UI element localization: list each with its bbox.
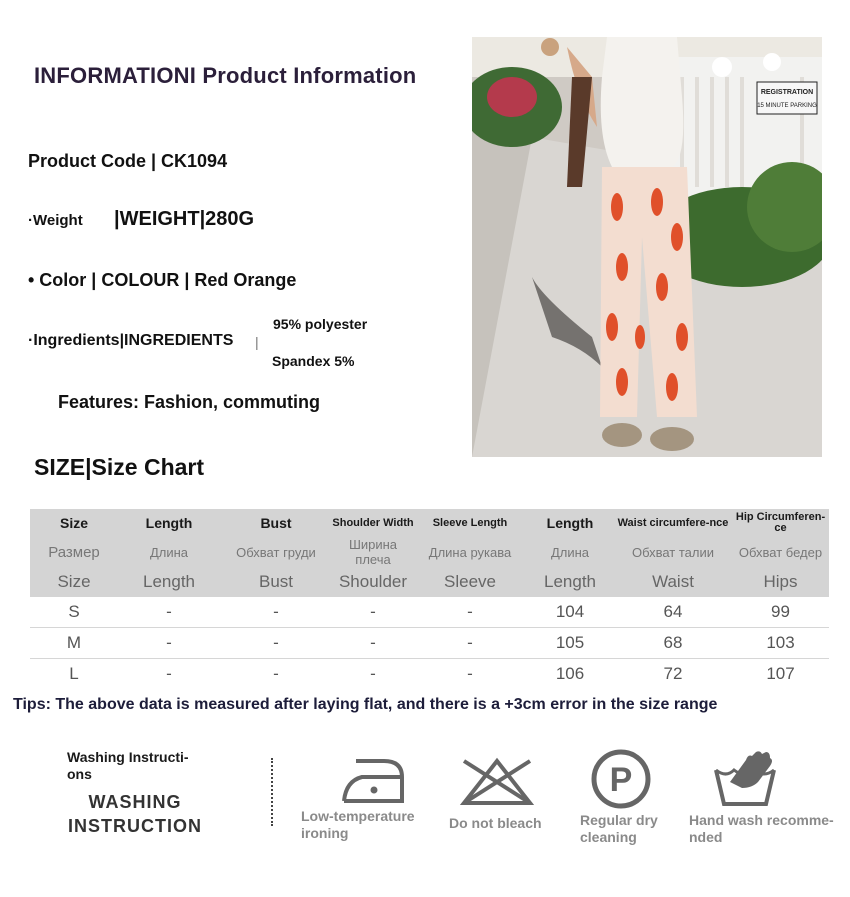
table-cell: - <box>273 664 279 683</box>
header-cell: Waist <box>614 567 732 597</box>
table-cell: - <box>467 664 473 683</box>
table-cell: 99 <box>732 597 829 628</box>
weight-label: ·Weight <box>28 212 83 229</box>
ingredient-polyester: 95% polyester <box>273 316 368 332</box>
table-cell: 106 <box>555 664 585 683</box>
dry-clean-caption: Regular dry cleaning <box>580 812 658 845</box>
header-cell: Length <box>118 567 220 597</box>
color-info: • Color | COLOUR | Red Orange <box>28 270 297 290</box>
washing-heading-line2: INSTRUCTION <box>68 816 202 836</box>
header-row-en <box>30 509 829 537</box>
ingredients-separator: | <box>255 334 259 350</box>
header-cell: Bust <box>220 509 332 537</box>
page-title: INFORMATIONI Product Information <box>34 63 417 88</box>
svg-text:P: P <box>609 761 633 799</box>
header-cell: Длина рукава <box>414 537 526 567</box>
header-cell: Размер <box>30 537 118 567</box>
table-cell: 105 <box>526 628 614 659</box>
washing-heading <box>55 790 215 838</box>
washing-heading-line1: WASHING <box>88 792 182 812</box>
ingredients-label: ·Ingredients|INGREDIENTS <box>28 332 234 349</box>
header-cell: Обхват бедер <box>732 537 829 567</box>
header-cell: Shoulder Width <box>332 509 414 537</box>
iron-icon <box>338 753 408 810</box>
table-cell: 72 <box>663 664 683 683</box>
features-info: Features: Fashion, commuting <box>58 392 321 412</box>
weight-value: |WEIGHT|280G <box>114 208 255 230</box>
header-cell: Обхват груди <box>220 537 332 567</box>
header-cell: Обхват талии <box>614 537 732 567</box>
svg-text:15 MINUTE PARKING: 15 MINUTE PARKING <box>757 103 817 109</box>
table-cell: L <box>69 664 79 683</box>
table-cell: 107 <box>766 664 795 683</box>
table-cell: - <box>220 628 332 659</box>
product-code: Product Code | CK1094 <box>28 151 228 171</box>
product-photo <box>472 37 822 457</box>
table-cell: - <box>166 664 172 683</box>
table-row <box>30 597 829 628</box>
size-chart-table <box>30 509 829 689</box>
table-cell: 68 <box>614 628 732 659</box>
tips-text: Tips: The above data is measured after laying flat, and there is a +3cm error in the size range <box>13 696 718 713</box>
table-cell: - <box>332 597 414 628</box>
header-cell: Sleeve Length <box>414 509 526 537</box>
table-cell: 104 <box>526 597 614 628</box>
header-row-short <box>30 567 829 597</box>
header-cell: Bust <box>220 567 332 597</box>
header-cell: Length <box>118 509 220 537</box>
table-cell: - <box>414 597 526 628</box>
header-cell: Длина <box>526 537 614 567</box>
table-cell: - <box>118 628 220 659</box>
divider <box>271 758 273 826</box>
table-cell: - <box>332 628 414 659</box>
table-row <box>30 659 829 690</box>
no-bleach-caption: Do not bleach <box>449 815 542 831</box>
table-cell: M <box>30 628 118 659</box>
header-cell: Shoulder <box>332 567 414 597</box>
table-cell: S <box>30 597 118 628</box>
ingredient-spandex: Spandex 5% <box>272 353 355 369</box>
no-bleach-icon <box>458 755 536 812</box>
header-row-ru <box>30 537 829 567</box>
table-cell: - <box>220 597 332 628</box>
header-cell: Length <box>526 567 614 597</box>
header-cell: Sleeve <box>414 567 526 597</box>
header-cell: Waist circumfere-nce <box>614 509 732 537</box>
table-cell: - <box>370 664 376 683</box>
table-cell: 64 <box>614 597 732 628</box>
hand-wash-caption: Hand wash recomme-nded <box>689 812 834 845</box>
washing-title: Washing Instructi-ons <box>67 749 189 782</box>
header-cell: Size <box>30 567 118 597</box>
hand-wash-icon <box>712 748 778 813</box>
header-cell: Hips <box>732 567 829 597</box>
table-cell: - <box>118 597 220 628</box>
header-cell: Length <box>526 509 614 537</box>
table-cell: - <box>414 628 526 659</box>
table-row <box>30 628 829 659</box>
size-chart-title: SIZE|Size Chart <box>34 454 205 480</box>
header-cell: Size <box>30 509 118 537</box>
iron-caption: Low-temperature ironing <box>301 808 415 841</box>
header-cell: Ширина плеча <box>332 537 414 567</box>
header-cell: Hip Circumferen-ce <box>732 509 829 537</box>
table-cell: 103 <box>732 628 829 659</box>
header-cell: Длина <box>118 537 220 567</box>
dry-clean-icon <box>589 747 653 816</box>
svg-text:REGISTRATION: REGISTRATION <box>760 89 814 96</box>
